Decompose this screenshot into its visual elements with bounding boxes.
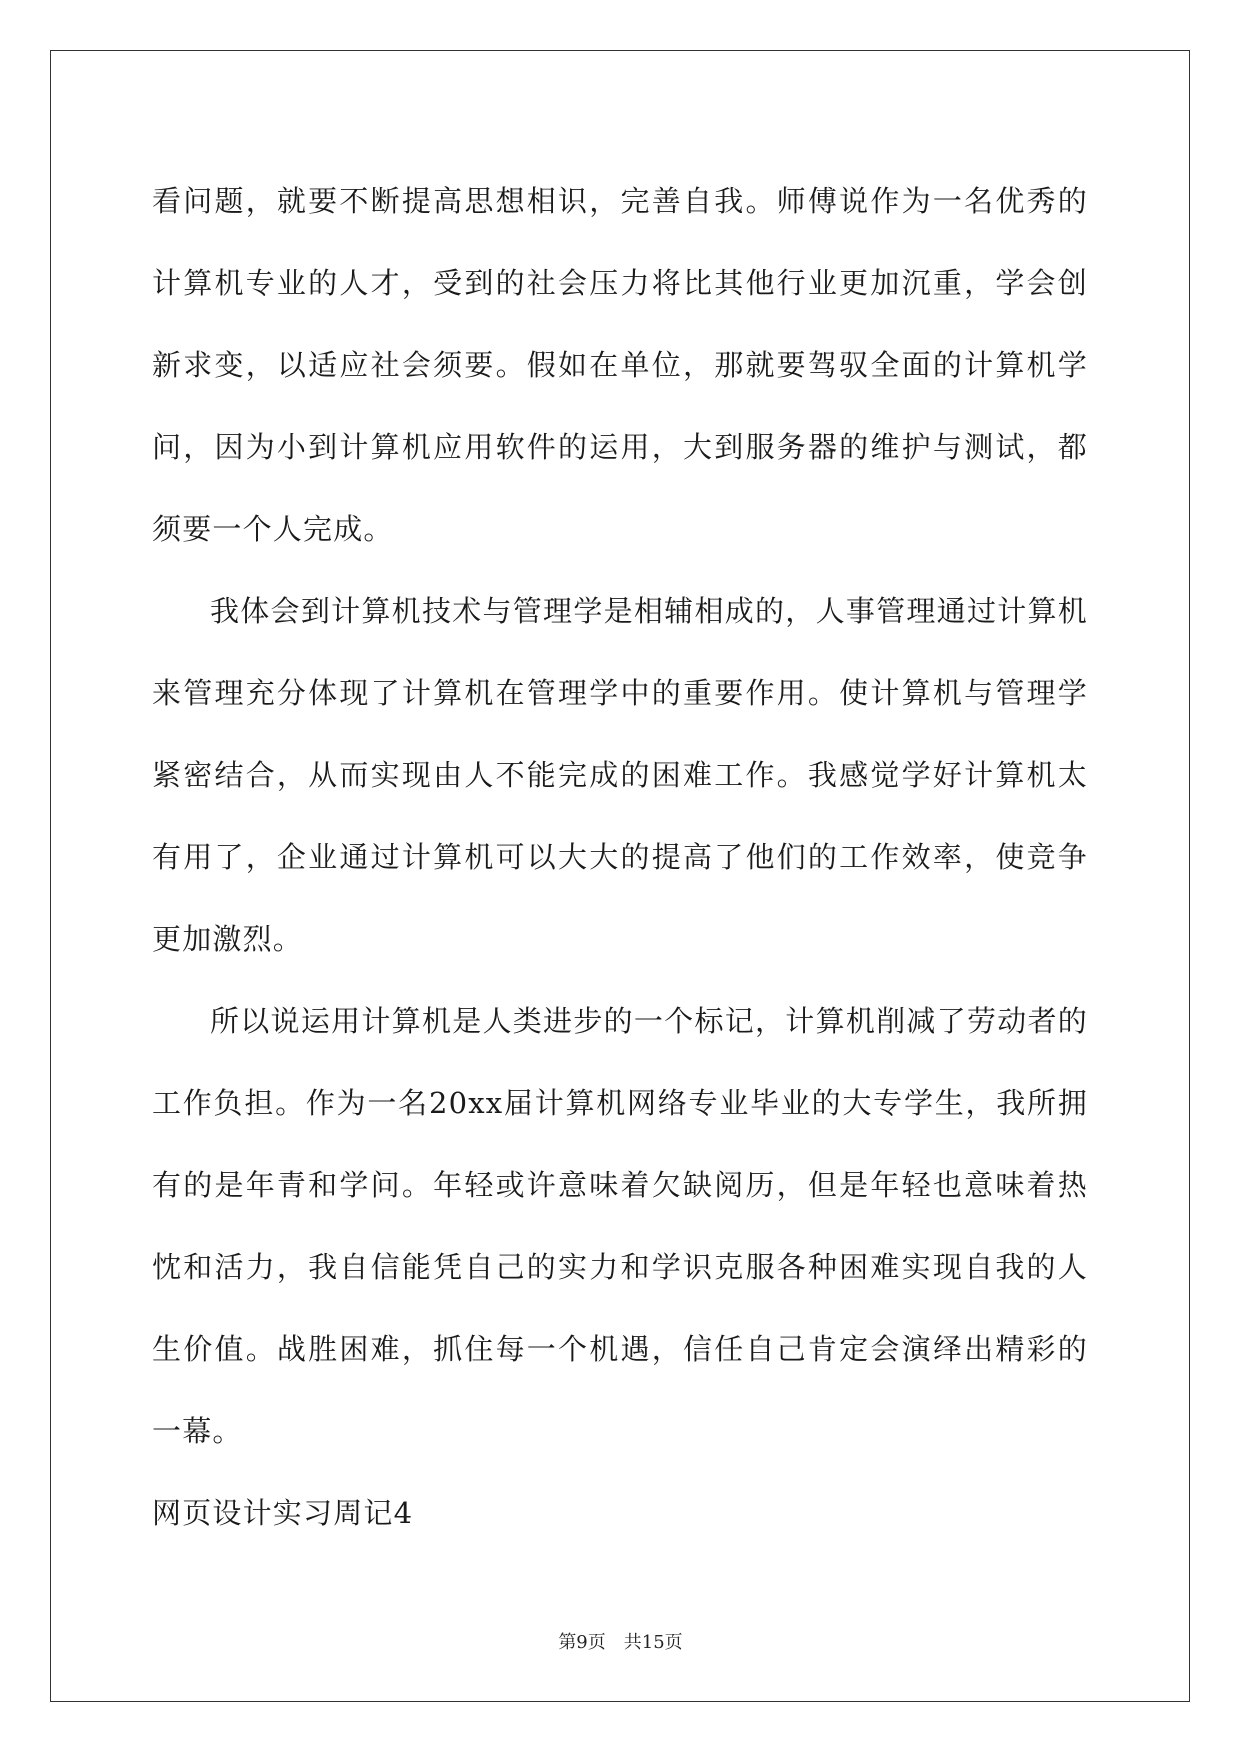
page-total: 共15页 [623,1632,683,1653]
page-footer [0,1628,1241,1654]
paragraph-2: 我体会到计算机技术与管理学是相辅相成的，人事管理通过计算机来管理充分体现了计算机在管理学中的重要作用。使计算机与管理学紧密结合，从而实现由人不能完成的困难工作。我感觉学好计算机太有用了，企业通过计算机可以大大的提高了他们的工作效率，使竞争更加激烈。 [152,594,1088,956]
document-body [152,160,1088,1554]
paragraph-3: 所以说运用计算机是人类进步的一个标记，计算机削减了劳动者的工作负担。作为一名20xx届计算机网络专业毕业的大专学生，我所拥有的是年青和学问。年轻或许意味着欠缺阅历，但是年轻也意味着热忱和活力，我自信能凭自己的实力和学识克服各种困难实现自我的人生价值。战胜困难，抓住每一个机遇，信任自己肯定会演绎出精彩的一幕。 [152,1004,1088,1448]
section-heading: 网页设计实习周记4 [152,1496,414,1530]
paragraph-1: 看问题，就要不断提高思想相识，完善自我。师傅说作为一名优秀的计算机专业的人才，受到的社会压力将比其他行业更加沉重，学会创新求变，以适应社会须要。假如在单位，那就要驾驭全面的计算机学问，因为小到计算机应用软件的运用，大到服务器的维护与测试，都须要一个人完成。 [152,184,1088,546]
page-number: 第9页 [558,1632,606,1653]
